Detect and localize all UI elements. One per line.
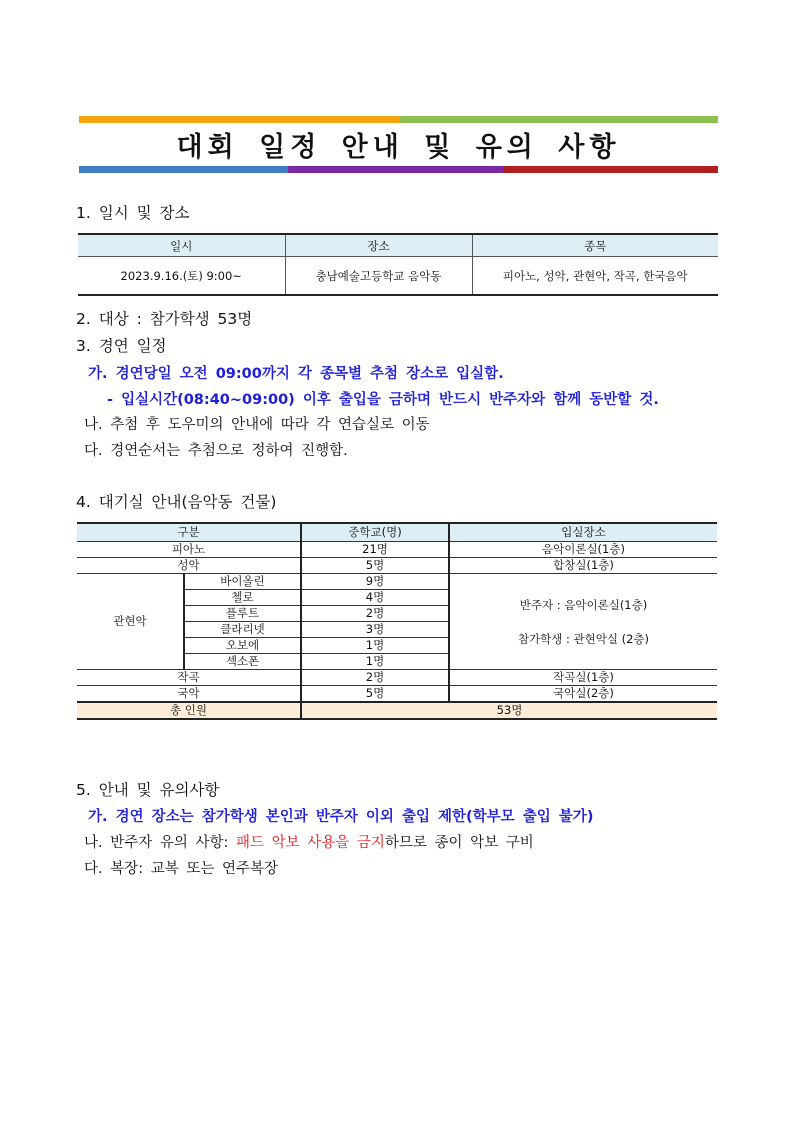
header-place: 장소 xyxy=(285,234,472,257)
orchestra-group-label: 관현악 xyxy=(77,574,184,670)
section3-item-da: 다. 경연순서는 추첨으로 정하여 진행함. xyxy=(84,443,348,459)
header-room: 입실장소 xyxy=(449,523,717,542)
section3-item-ga: 가. 경연당일 오전 09:00까지 각 종목별 추첨 장소로 입실함. xyxy=(88,366,504,382)
table-row xyxy=(77,542,717,558)
section5-item-na-prefix: 나. 반주자 유의 사항: xyxy=(84,835,236,851)
schedule-table xyxy=(78,233,718,296)
row-count: 3명 xyxy=(301,622,449,638)
section5-heading: 5. 안내 및 유의사항 xyxy=(76,781,220,799)
orchestra-room-accompanist: 반주자 : 음악이론실(1층) xyxy=(519,597,648,612)
title-top-bar xyxy=(79,116,718,123)
orchestra-room-student: 참가학생 : 관현악실 (2층) xyxy=(517,631,650,646)
section5-item-na-suffix: 하므로 종이 악보 구비 xyxy=(384,835,534,851)
row-label: 바이올린 xyxy=(184,574,301,590)
row-count: 2명 xyxy=(301,606,449,622)
row-count: 9명 xyxy=(301,574,449,590)
table-row xyxy=(77,558,717,574)
row-count: 1명 xyxy=(301,638,449,654)
row-label: 오보에 xyxy=(184,638,301,654)
row-room: 합창실(1층) xyxy=(449,558,717,574)
table-row xyxy=(77,670,717,686)
orchestra-room-cell xyxy=(449,574,717,670)
row-room: 국악실(2층) xyxy=(449,686,717,703)
header-category: 종목 xyxy=(472,234,718,257)
section5-item-ga: 가. 경연 장소는 참가학생 본인과 반주자 이외 출입 제한(학부모 출입 불가) xyxy=(88,809,594,825)
section3-item-ga-sub: - 입실시간(08:40~09:00) 이후 출입을 금하며 반드시 반주자와 함께 동반할 것. xyxy=(107,392,659,408)
section5-item-na xyxy=(84,831,534,852)
table-row xyxy=(77,686,717,703)
header-division: 구분 xyxy=(77,523,301,542)
section4-heading: 4. 대기실 안내(음악동 건물) xyxy=(76,493,277,511)
cell-category: 피아노, 성악, 관현악, 작곡, 한국음악 xyxy=(472,257,718,296)
header-middle-school: 중학교(명) xyxy=(301,523,449,542)
total-value: 53명 xyxy=(301,702,717,719)
section1-heading: 1. 일시 및 장소 xyxy=(76,204,190,222)
page-title: 대회 일정 안내 및 유의 사항 xyxy=(176,132,621,163)
row-room: 음악이론실(1층) xyxy=(449,542,717,558)
section5-item-na-warning: 패드 악보 사용을 금지 xyxy=(236,835,385,851)
title-bottom-bar xyxy=(79,166,718,173)
row-label: 섹소폰 xyxy=(184,654,301,670)
total-label: 총 인원 xyxy=(77,702,301,719)
schedule-header-row xyxy=(78,234,718,257)
row-count: 4명 xyxy=(301,590,449,606)
waiting-header-row xyxy=(77,523,717,542)
row-label: 첼로 xyxy=(184,590,301,606)
row-label: 피아노 xyxy=(77,542,301,558)
row-label: 성악 xyxy=(77,558,301,574)
schedule-row xyxy=(78,257,718,296)
row-count: 2명 xyxy=(301,670,449,686)
total-row xyxy=(77,702,717,719)
section5-item-da: 다. 복장: 교복 또는 연주복장 xyxy=(84,861,279,877)
table-row xyxy=(77,574,717,590)
row-count: 5명 xyxy=(301,558,449,574)
waiting-room-table xyxy=(77,522,717,720)
row-label: 클라리넷 xyxy=(184,622,301,638)
section3-item-na: 나. 추첨 후 도우미의 안내에 따라 각 연습실로 이동 xyxy=(84,417,430,433)
row-count: 5명 xyxy=(301,686,449,703)
row-count: 1명 xyxy=(301,654,449,670)
header-date: 일시 xyxy=(78,234,285,257)
cell-place: 충남예술고등학교 음악동 xyxy=(285,257,472,296)
section2-heading: 2. 대상 : 참가학생 53명 xyxy=(76,310,253,328)
section3-heading: 3. 경연 일정 xyxy=(76,337,167,355)
row-count: 21명 xyxy=(301,542,449,558)
row-label: 국악 xyxy=(77,686,301,703)
cell-date: 2023.9.16.(토) 9:00~ xyxy=(78,257,285,296)
row-label: 작곡 xyxy=(77,670,301,686)
row-room: 작곡실(1층) xyxy=(449,670,717,686)
row-label: 플루트 xyxy=(184,606,301,622)
